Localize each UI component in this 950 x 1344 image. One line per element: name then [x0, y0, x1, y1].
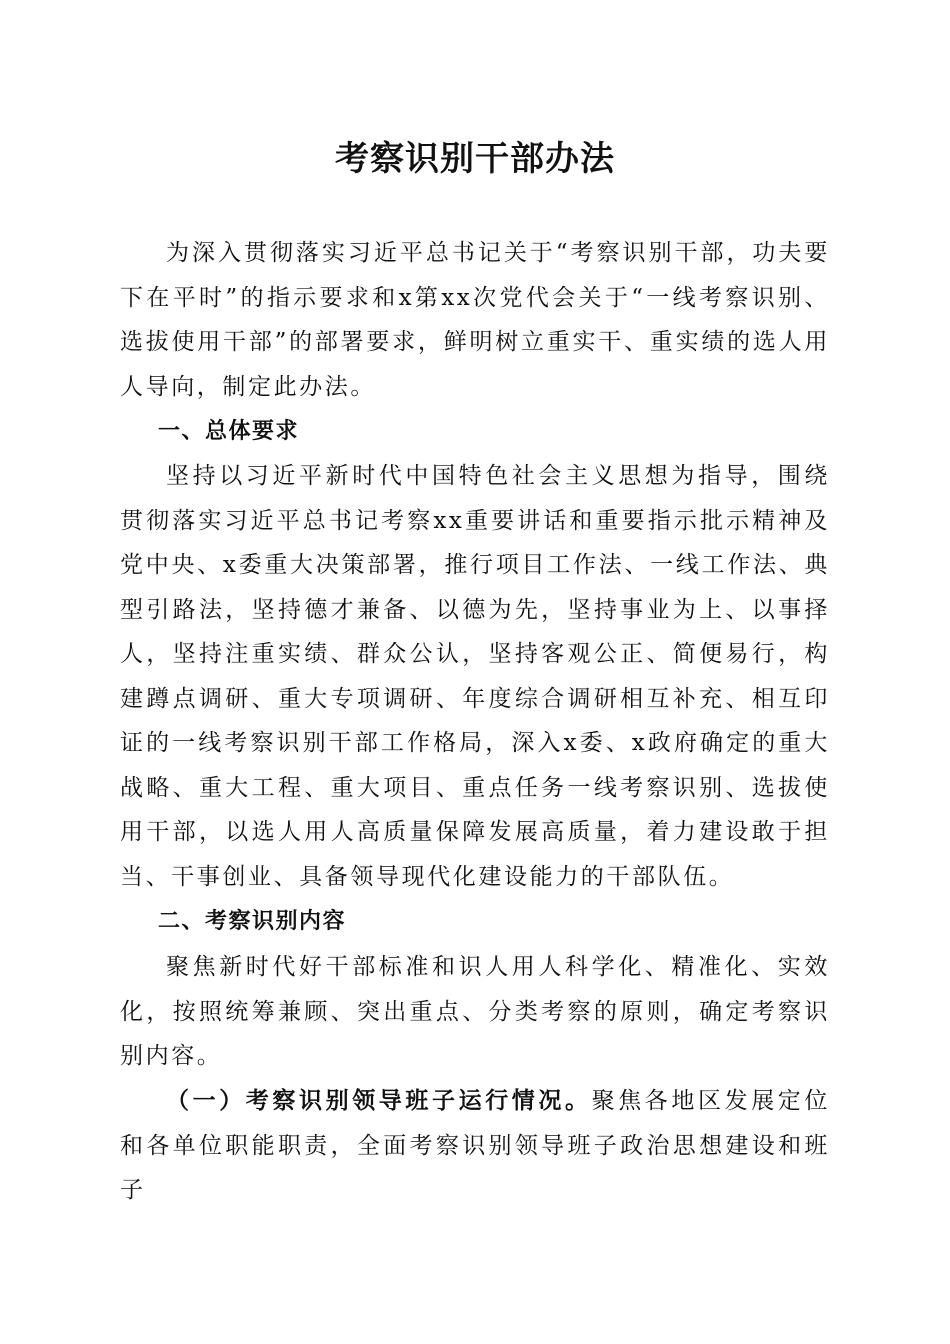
document-title: 考察识别干部办法 — [335, 139, 615, 179]
intro-paragraph: 为深入贯彻落实习近平总书记关于“考察识别干部，功夫要下在平时”的指示要求和x第xx次党代会关于“一线考察识别、选拔使用干部”的部署要求，鲜明树立重实干、重实绩的选人用人导向，制定此办法。 — [120, 240, 830, 400]
section-2-heading: 二、考察识别内容 — [158, 909, 347, 934]
section-2-sub-1-text: 聚焦各地区发展定位和各单位职能职责，全面考察识别领导班子政治思想建设和班子 — [120, 1088, 830, 1203]
section-2-sub-1-paragraph — [120, 1079, 830, 1213]
section-2-paragraph: 聚焦新时代好干部标准和识人用人科学化、精准化、实效化，按照统筹兼顾、突出重点、分类考察的原则，确定考察识别内容。 — [120, 954, 830, 1069]
section-2-sub-1-lead: （一）考察识别领导班子运行情况。 — [166, 1087, 592, 1114]
section-1-paragraph: 坚持以习近平新时代中国特色社会主义思想为指导，围绕贯彻落实习近平总书记考察xx重要讲话和重要指示批示精神及党中央、x委重大决策部署，推行项目工作法、一线工作法、典型引路法，坚持德才兼备、以德为先，坚持事业为上、以事择人，坚持注重实绩、群众公认，坚持客观公正、简便易行，构建蹲点调研、重大专项调研、年度综合调研相互补充、相互印证的一线考察识别干部工作格局，深入x委、x政府确定的重大战略、重大工程、重大项目、重点任务一线考察识别、选拔使用干部，以选人用人高质量保障发展高质量，着力建设敢于担当、干事创业、具备领导现代化建设能力的干部队伍。 — [120, 463, 830, 890]
section-1-heading: 一、总体要求 — [158, 419, 300, 444]
